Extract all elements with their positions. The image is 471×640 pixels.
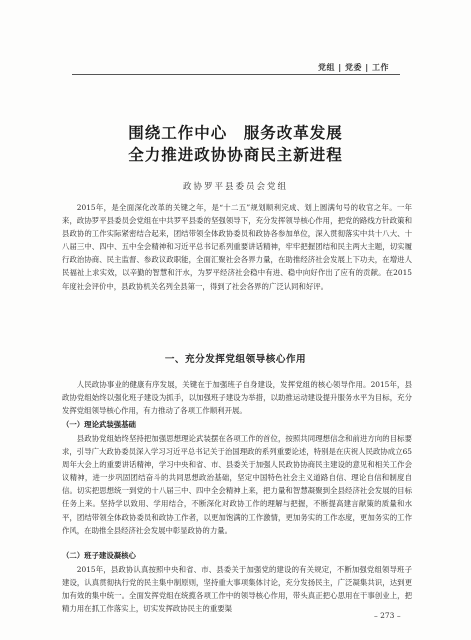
section-header-tag: 党组 | 党委 | 工作	[318, 63, 389, 72]
subsection-paragraph-2: 2015年，县政协认真按照中央和省、市、县委关于加强党的建设的有关规定，不断加强党组领导班子建设，认真贯彻执行党的民主集中制原则，坚持重大事项集体讨论，充分发扬民主，广泛凝集共识，达到更加有效的集中统一。全面发挥党组在统揽各项工作中的领导核心作用，带头真正把心思用在干事创业上，把精力用在抓工作落实上，切实发挥政协民主的重要渠	[62, 565, 412, 614]
subsection-paragraph-1: 县政协党组始终坚持把加强思想理论武装摆在各项工作的首位，按照共同理想信念和前进方向的目标要求，引导广大政协委员深入学习习近平总书记关于治国理政的系列重要论述，特别是在庆祝人民政协成立65周年大会上的重要讲话精神，学习中央和省、市、县委关于加强人民政协协商民主建设的意见和相关工作会议精神，进一步巩固团结奋斗的共同思想政治基础，坚定中国特色社会主义道路自信、理论自信和制度自信。切实把思想统一到党的十八届三中、四中全会精神上来，把力量和智慧凝聚到全县经济社会发展的目标任务上来。坚持学以致用、学用结合，不断深化对政协工作的理解与把握，不断提高建言献策的质量和水平，团结带领全体政协委员和政协工作者，以更加饱满的工作激情，更加务实的工作态度，更加务实的工作作风，在助推全县经济社会发展中彰显政协的力量。	[62, 434, 412, 535]
intro-paragraph: 2015年，是全面深化改革的关键之年，是“十二五”规划顺利完成、划上圆满句号的收官之年。一年来，政协罗平县委员会党组在中共罗平县委的坚强领导下，充分发挥领导核心作用，把党的路线方针政策和县政协的工作实际紧密结合起来，团结带领全体政协委员和政协各参加单位，深入贯彻落实中共十八大、十八届三中、四中、五中全会精神和习近平总书记系列重要讲话精神，牢牢把握团结和民主两大主题，切实履行政治协商、民主监督、参政议政职能，全面汇聚社会各界力量，在助推经济社会发展上下功夫，在增进人民福祉上求实效，以辛勤的智慧和汗水，为罗平经济社会稳中有进、稳中向好作出了应有的贡献。在2015年度社会评价中，县政协机关名列全县第一，得到了社会各界的广泛认同和好评。	[62, 203, 412, 291]
title-line-2: 全力推进政协协商民主新进程	[128, 145, 343, 164]
subsection-heading-2: （二）班子建设凝核心	[62, 551, 136, 560]
subsection-heading-1: （一）理论武装强基础	[62, 420, 136, 429]
title-line-1: 围绕工作中心 服务改革发展	[128, 123, 343, 142]
article-title	[0, 122, 471, 166]
author-line: 政协罗平县委员会党组	[182, 182, 288, 192]
section-heading: 一、充分发挥党组领导核心作用	[164, 354, 307, 365]
section-intro-paragraph: 人民政协事业的健康有序发展，关键在于加强班子自身建设，发挥党组的核心领导作用。2015年，县政协党组始终以强化班子建设为抓手，以加强班子建设为举措，以助推运动建设提升服务水平为目标，充分发挥党组领导核心作用，有力推动了各项工作顺利开展。	[62, 380, 412, 416]
header-rule	[72, 74, 400, 75]
page-number: – 273 –	[374, 611, 401, 620]
